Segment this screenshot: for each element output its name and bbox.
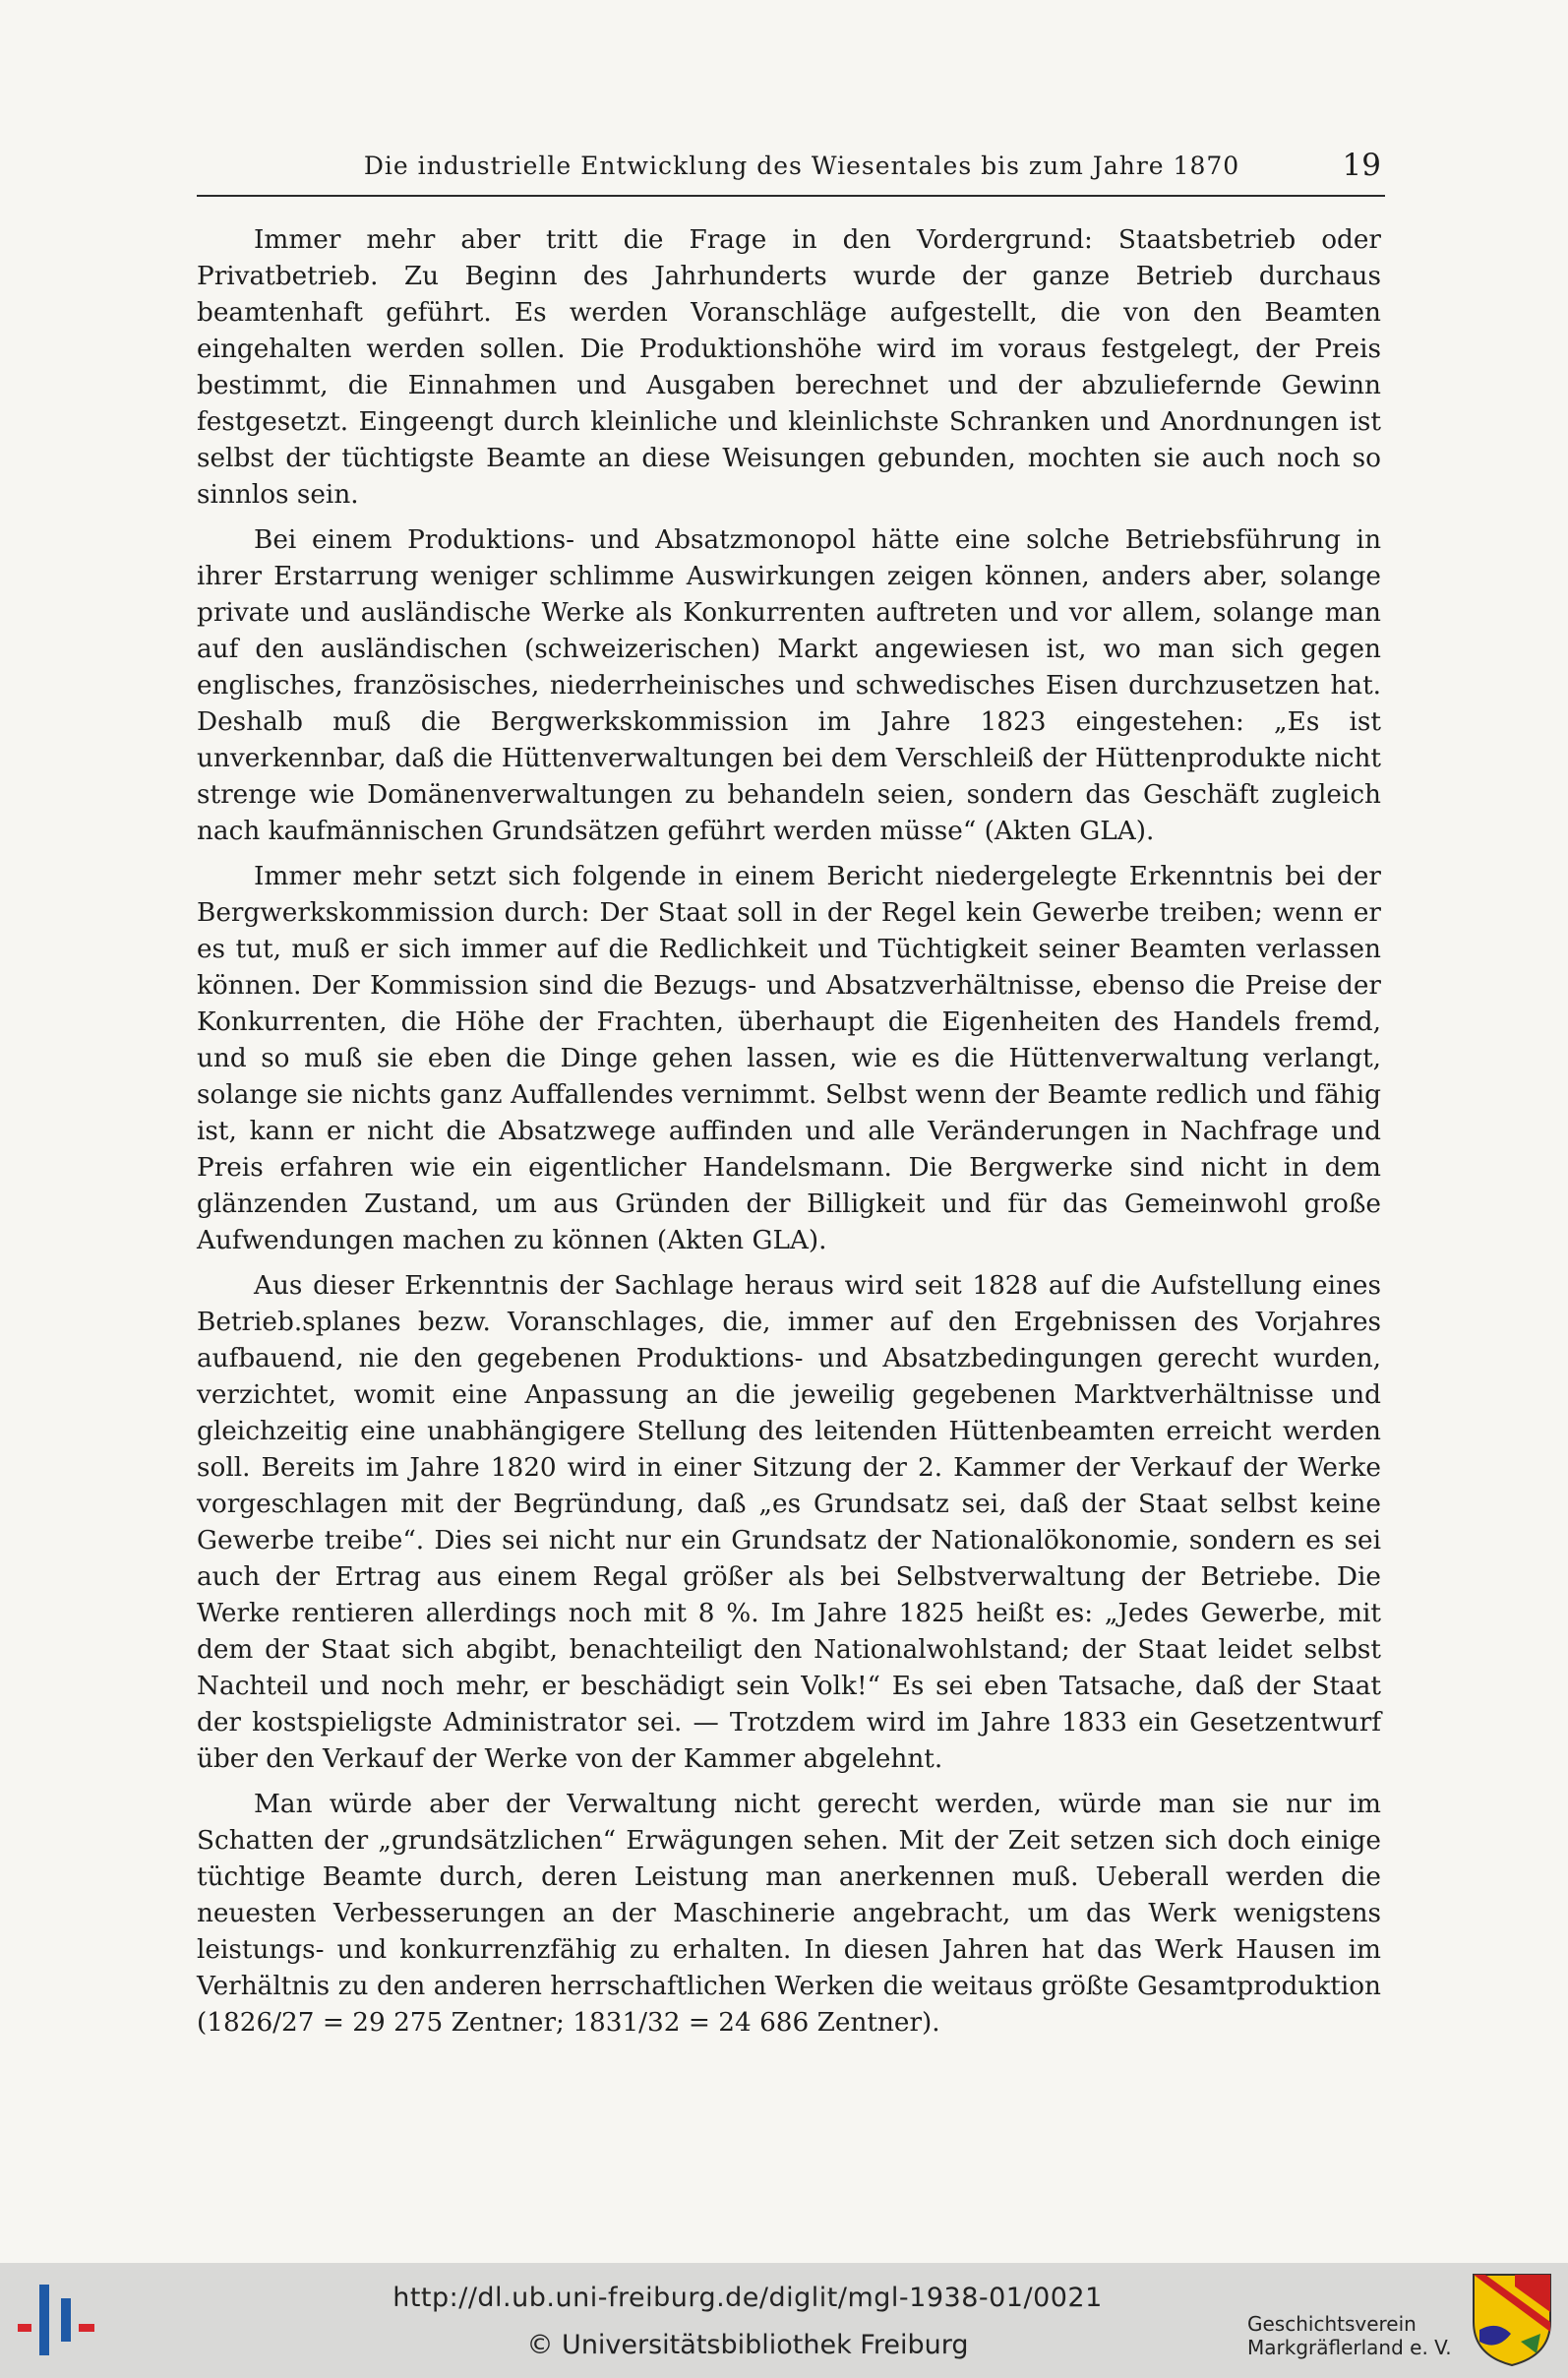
- paragraph-1: Immer mehr aber tritt die Frage in den Vordergrund: Staatsbetrieb oder Privatbetrieb. Zu Beginn des Jahrhunderts wurde der ganze Betrieb durchaus beamtenhaft geführt. Es werden Voranschläge aufgestellt, die von den Beamten eingehalten werden sollen. Die Produktionshöhe wird im voraus festgelegt, der Preis bestimmt, die Einnahmen und Ausgaben berechnet und der abzuliefernde Gewinn festgesetzt. Eingeengt durch kleinliche und kleinlichste Schranken und Anordnungen ist selbst der tüchtigste Beamte an diese Weisungen gebunden, mochten sie auch noch so sinnlos sein.: [197, 225, 1381, 510]
- paragraph-2: Bei einem Produktions- und Absatzmonopol hätte eine solche Betriebsführung in ihrer Erstarrung weniger schlimme Auswirkungen zeigen können, anders aber, solange private und ausländische Werke als Konkurrenten auftreten und vor allem, solange man auf den ausländischen (schweizerischen) Markt angewiesen ist, wo man sich gegen englisches, französisches, niederrheinisches und schwedisches Eisen durchzusetzen hat. Deshalb muß die Bergwerkskommission im Jahre 1823 eingestehen: „Es ist unverkennbar, daß die Hüttenverwaltungen bei dem Verschleiß der Hüttenprodukte nicht strenge wie Domänenverwaltungen zu behandeln seien, sondern das Geschäft zugleich nach kaufmännischen Grundsätzen geführt werden müsse“ (Akten GLA).: [197, 525, 1381, 846]
- society-line-2: Markgräflerland e. V.: [1247, 2336, 1452, 2359]
- running-title: Die industrielle Entwicklung des Wiesentales bis zum Jahre 1870: [363, 152, 1240, 180]
- viewer-footer: [0, 2263, 1568, 2378]
- running-head: [197, 148, 1385, 197]
- paragraph-3: Immer mehr setzt sich folgende in einem Bericht niedergelegte Erkenntnis bei der Bergwerkskommission durch: Der Staat soll in der Regel kein Gewerbe treiben; wenn er es tut, muß er sich immer auf die Redlichkeit und Tüchtigkeit seiner Beamten verlassen können. Der Kommission sind die Bezugs- und Absatzverhältnisse, ebenso die Preise der Konkurrenten, die Höhe der Frachten, überhaupt die Eigenheiten des Handels fremd, und so muß sie eben die Dinge gehen lassen, wie es die Hüttenverwaltung verlangt, solange sie nichts ganz Auffallendes vernimmt. Selbst wenn der Beamte redlich und fähig ist, kann er nicht die Absatzwege auffinden und alle Veränderungen in Nachfrage und Preis erfahren wie ein eigentlicher Handelsmann. Die Bergwerke sind nicht in dem glänzenden Zustand, um aus Gründen der Billigkeit und für das Gemeinwohl große Aufwendungen machen zu können (Akten GLA).: [197, 862, 1381, 1255]
- body-text: [197, 222, 1381, 2050]
- copyright-notice: © Universitätsbibliothek Freiburg: [526, 2330, 969, 2360]
- paragraph-5: Man würde aber der Verwaltung nicht gerecht werden, würde man sie nur im Schatten der „grundsätzlichen“ Erwägungen sehen. Mit der Zeit setzen sich doch einige tüchtige Beamte durch, deren Leistung man anerkennen muß. Ueberall werden die neuesten Verbesserungen an der Maschinerie angebracht, um das Werk wenigstens leistungs- und konkurrenzfähig zu erhalten. In diesen Jahren hat das Werk Hausen im Verhältnis zu den anderen herrschaftlichen Werken die weitaus größte Gesamtproduktion (1826/27 = 29 275 Zentner; 1831/32 = 24 686 Zentner).: [197, 1790, 1381, 2038]
- coat-of-arms-icon: [1472, 2273, 1552, 2367]
- society-name: [1247, 2312, 1464, 2359]
- page-number: 19: [1342, 148, 1381, 183]
- paragraph-4: Aus dieser Erkenntnis der Sachlage heraus wird seit 1828 auf die Aufstellung eines Betrieb.splanes bezw. Voranschlages, die, immer auf den Ergebnissen des Vorjahres aufbauend, nie den gegebenen Produktions- und Absatzbedingungen gerecht wurden, verzichtet, womit eine Anpassung an die jeweilig gegebenen Marktverhältnisse und gleichzeitig eine unabhängigere Stellung des leitenden Hüttenbeamten erreicht werden soll. Bereits im Jahre 1820 wird in einer Sitzung der 2. Kammer der Verkauf der Werke vorgeschlagen mit der Begründung, daß „es Grundsatz sei, daß der Staat selbst keine Gewerbe treibe“. Dies sei nicht nur ein Grundsatz der Nationalökonomie, sondern es sei auch der Ertrag aus einem Regal größer als bei Selbstverwaltung der Betriebe. Die Werke rentieren allerdings noch mit 8 %. Im Jahre 1825 heißt es: „Jedes Gewerbe, mit dem der Staat sich abgibt, benachteiligt den Nationalwohlstand; der Staat leidet selbst Nachteil und noch mehr, er beschädigt sein Volk!“ Es sei eben Tatsache, daß der Staat der kostspieligste Administrator sei. — Trotzdem wird im Jahre 1833 ein Gesetzentwurf über den Verkauf der Werke von der Kammer abgelehnt.: [197, 1271, 1381, 1774]
- ub-freiburg-logo-icon: [18, 2285, 96, 2355]
- society-line-1: Geschichtsverein: [1247, 2312, 1417, 2336]
- permalink-url[interactable]: http://dl.ub.uni-freiburg.de/diglit/mgl-1938-01/0021: [392, 2283, 1103, 2313]
